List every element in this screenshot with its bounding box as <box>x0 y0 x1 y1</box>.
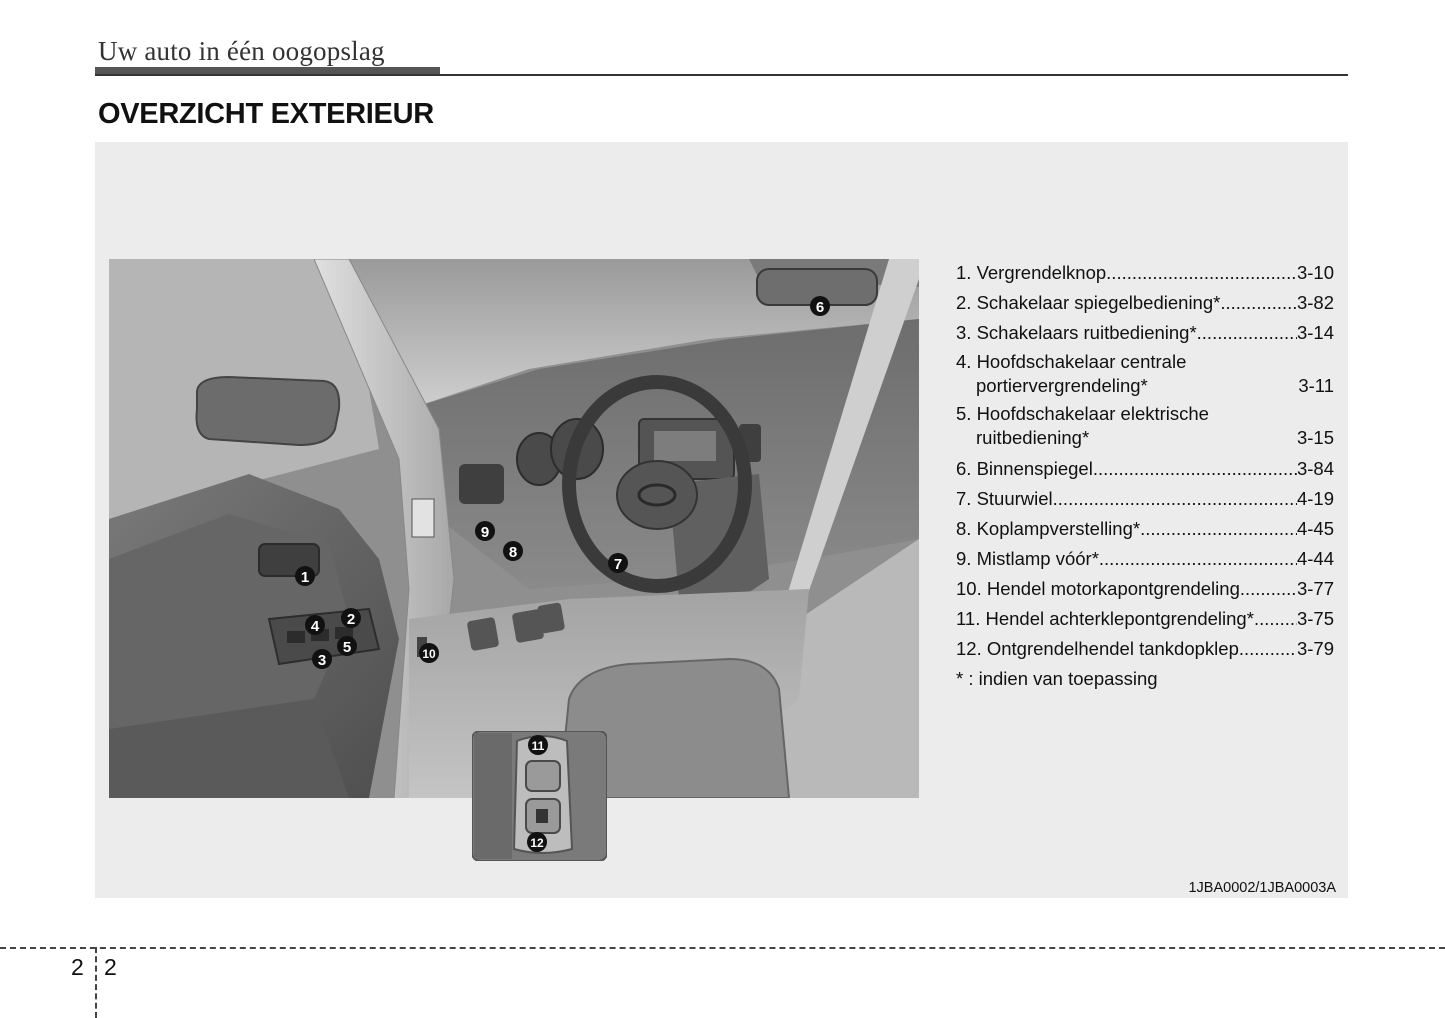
legend-item: 11. Hendel achterklepontgrendeling* ..... 3-75 <box>956 604 1334 634</box>
legend-item: 6. Binnenspiegel ..... 3-84 <box>956 454 1334 484</box>
callout-7 <box>608 553 628 573</box>
legend-item: 10. Hendel motorkapontgrendeling ..... 3-77 <box>956 574 1334 604</box>
chapter-number: 2 <box>71 954 84 980</box>
callout-8 <box>503 541 523 561</box>
page-number: 2 <box>104 954 117 980</box>
callout-12 <box>527 832 547 852</box>
callout-2 <box>341 608 361 628</box>
figure-code: 1JBA0002/1JBA0003A <box>1188 880 1336 896</box>
callout-5 <box>337 636 357 656</box>
callout-6 <box>810 296 830 316</box>
svg-text:7: 7 <box>613 556 623 573</box>
svg-text:1: 1 <box>300 569 310 586</box>
footer-dashed-rule <box>0 947 1445 949</box>
svg-text:2: 2 <box>346 611 356 628</box>
chapter-title: Uw auto in één oogopslag <box>98 36 385 66</box>
callout-10 <box>419 643 439 663</box>
svg-text:10: 10 <box>422 647 436 661</box>
svg-text:4: 4 <box>310 618 320 635</box>
svg-text:11: 11 <box>531 739 545 753</box>
footer-dashed-divider <box>95 947 97 1018</box>
svg-text:6: 6 <box>815 299 825 316</box>
legend-item: 2. Schakelaar spiegelbediening* ..... 3-82 <box>956 288 1334 318</box>
svg-text:5: 5 <box>342 639 352 656</box>
legend-item: 5. Hoofdschakelaar elektrische ruitbediening* 3-15 <box>956 403 1334 448</box>
callout-11 <box>528 735 548 755</box>
callout-3 <box>312 649 332 669</box>
legend-item: 9. Mistlamp vóór* ..... 4-44 <box>956 544 1334 574</box>
svg-text:9: 9 <box>480 524 490 541</box>
svg-text:8: 8 <box>508 544 518 561</box>
callout-1 <box>295 566 315 586</box>
legend-footnote: * : indien van toepassing <box>956 668 1158 689</box>
svg-text:12: 12 <box>530 836 544 850</box>
legend-item: 4. Hoofdschakelaar centrale portiervergrendeling* 3-11 <box>956 351 1334 396</box>
legend-item: 12. Ontgrendelhendel tankdopklep ..... 3-79 <box>956 634 1334 664</box>
callout-4 <box>305 615 325 635</box>
legend-item: 7. Stuurwiel ..... 4-19 <box>956 484 1334 514</box>
component-legend <box>956 258 1334 694</box>
svg-text:3: 3 <box>317 652 327 669</box>
legend-item: 3. Schakelaars ruitbediening* ..... 3-14 <box>956 318 1334 348</box>
section-title: OVERZICHT EXTERIEUR <box>98 98 434 130</box>
callout-9 <box>475 521 495 541</box>
legend-item: 8. Koplampverstelling* ..... 4-45 <box>956 514 1334 544</box>
legend-item: 1. Vergrendelknop ..... 3-10 <box>956 258 1334 288</box>
